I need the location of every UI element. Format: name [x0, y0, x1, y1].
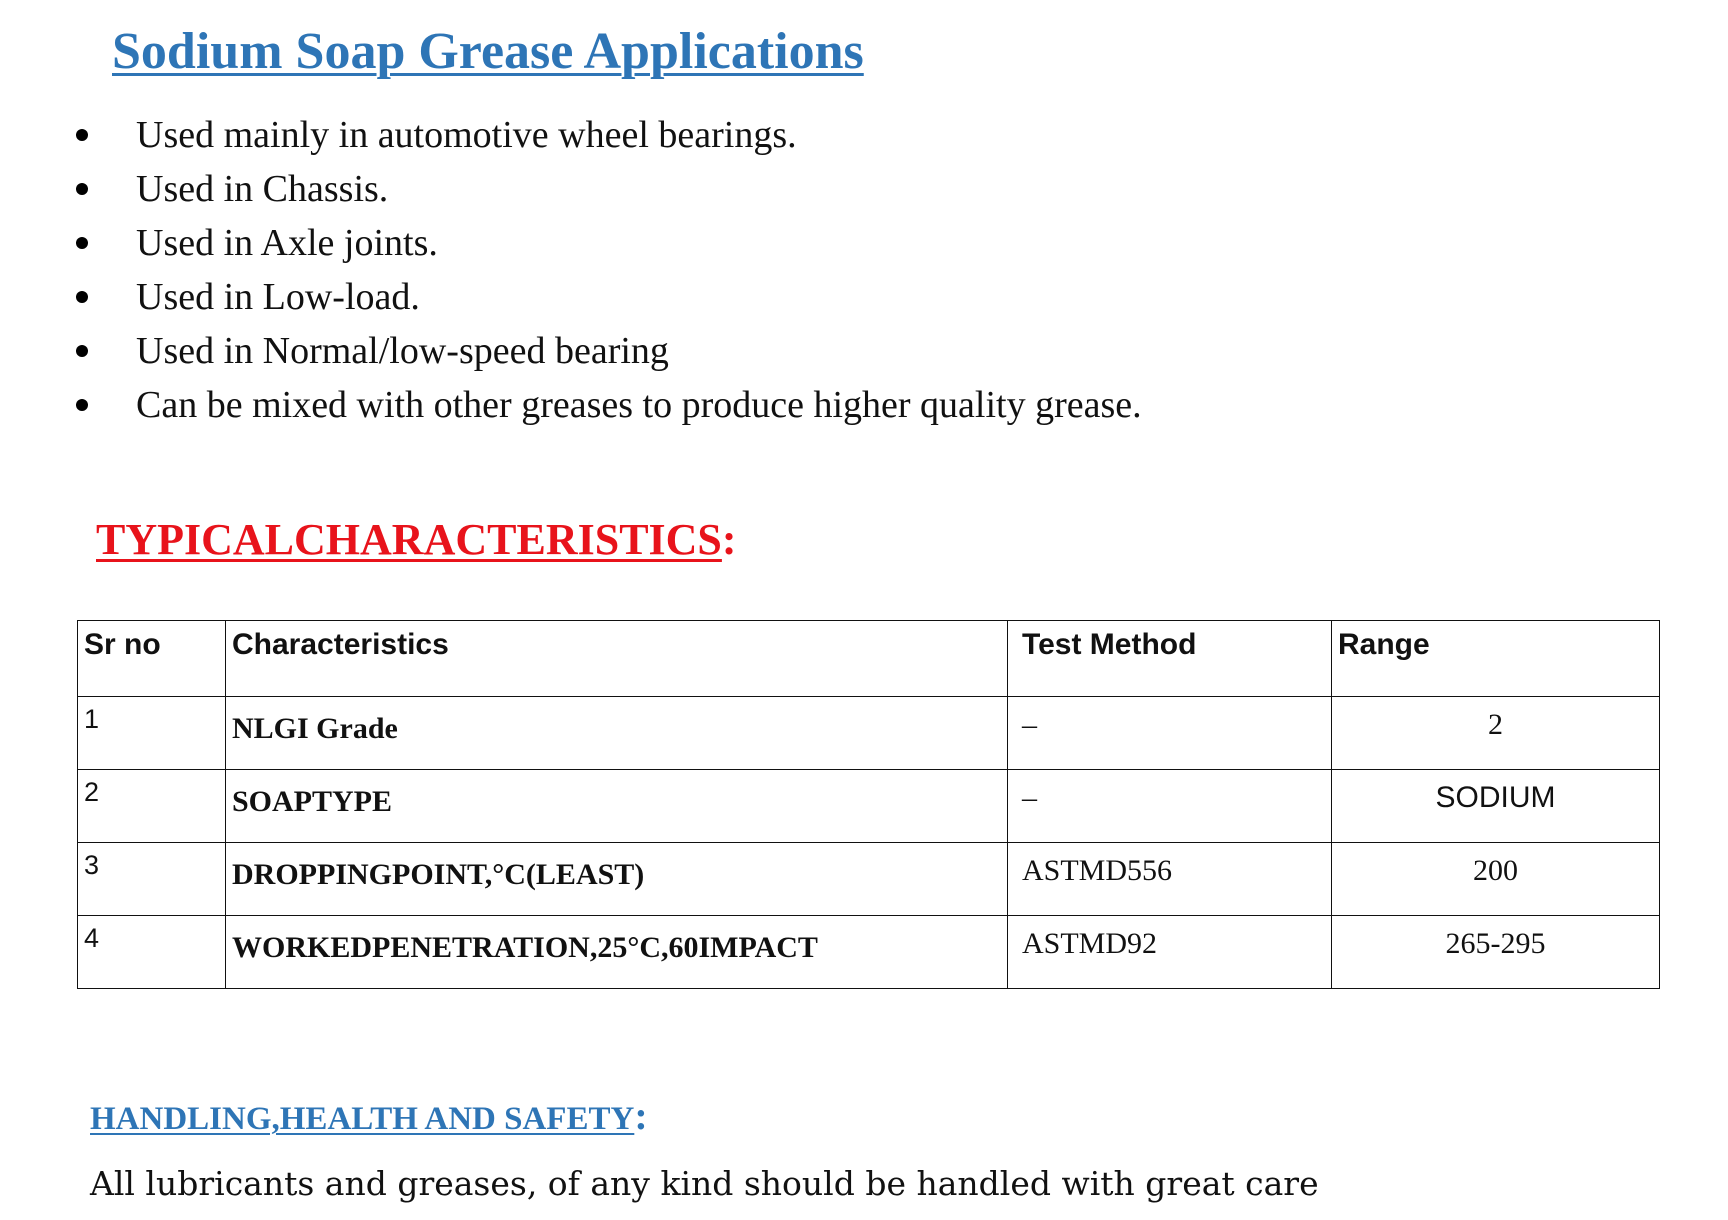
handling-heading-colon: :: [634, 1093, 648, 1138]
handling-heading-text: HANDLING,HEALTH AND SAFETY: [90, 1101, 635, 1137]
header-sr-no: Sr no: [78, 621, 226, 697]
handling-paragraph: All lubricants and greases, of any kind should be handled with great care: [90, 1164, 1319, 1203]
table-row: [78, 916, 1660, 989]
cell-test-method: ASTMD556: [1008, 843, 1332, 916]
bullet-icon: [76, 183, 88, 195]
list-item-text: Used in Axle joints.: [136, 222, 438, 264]
header-range: Range: [1332, 621, 1660, 697]
list-item-text: Can be mixed with other greases to produce higher quality grease.: [136, 384, 1142, 426]
table-row: [78, 697, 1660, 770]
header-test-method: Test Method: [1008, 621, 1332, 697]
cell-range: SODIUM: [1332, 770, 1660, 843]
cell-sr-no: 3: [78, 843, 226, 916]
list-item-text: Used in Low-load.: [136, 276, 420, 318]
list-item-text: Used in Chassis.: [136, 168, 389, 210]
cell-sr-no: 2: [78, 770, 226, 843]
cell-test-method: –: [1008, 770, 1332, 843]
table-header-row: [78, 621, 1660, 697]
cell-characteristic: WORKEDPENETRATION,25°C,60IMPACT: [226, 916, 1008, 989]
bullet-icon: [76, 399, 88, 411]
bullet-icon: [76, 129, 88, 141]
bullet-icon: [76, 345, 88, 357]
cell-characteristic: DROPPINGPOINT,°C(LEAST): [226, 843, 1008, 916]
list-item-text: Used mainly in automotive wheel bearings.: [136, 114, 797, 156]
header-characteristics: Characteristics: [226, 621, 1008, 697]
list-item-text: Used in Normal/low-speed bearing: [136, 330, 669, 372]
document-title: Sodium Soap Grease Applications: [112, 23, 864, 80]
characteristics-heading-text: TYPICALCHARACTERISTICS: [96, 515, 722, 564]
characteristics-heading: [96, 512, 737, 568]
cell-test-method: ASTMD92: [1008, 916, 1332, 989]
cell-characteristic: SOAPTYPE: [226, 770, 1008, 843]
cell-range: 200: [1332, 843, 1660, 916]
handling-heading: [90, 1092, 648, 1143]
characteristics-table: [77, 620, 1660, 989]
cell-range: 2: [1332, 697, 1660, 770]
table-row: [78, 843, 1660, 916]
cell-range: 265-295: [1332, 916, 1660, 989]
characteristics-heading-colon: :: [721, 515, 737, 564]
cell-test-method: –: [1008, 697, 1332, 770]
bullet-icon: [76, 291, 88, 303]
cell-sr-no: 4: [78, 916, 226, 989]
cell-characteristic: NLGI Grade: [226, 697, 1008, 770]
cell-sr-no: 1: [78, 697, 226, 770]
bullet-icon: [76, 237, 88, 249]
table-row: [78, 770, 1660, 843]
